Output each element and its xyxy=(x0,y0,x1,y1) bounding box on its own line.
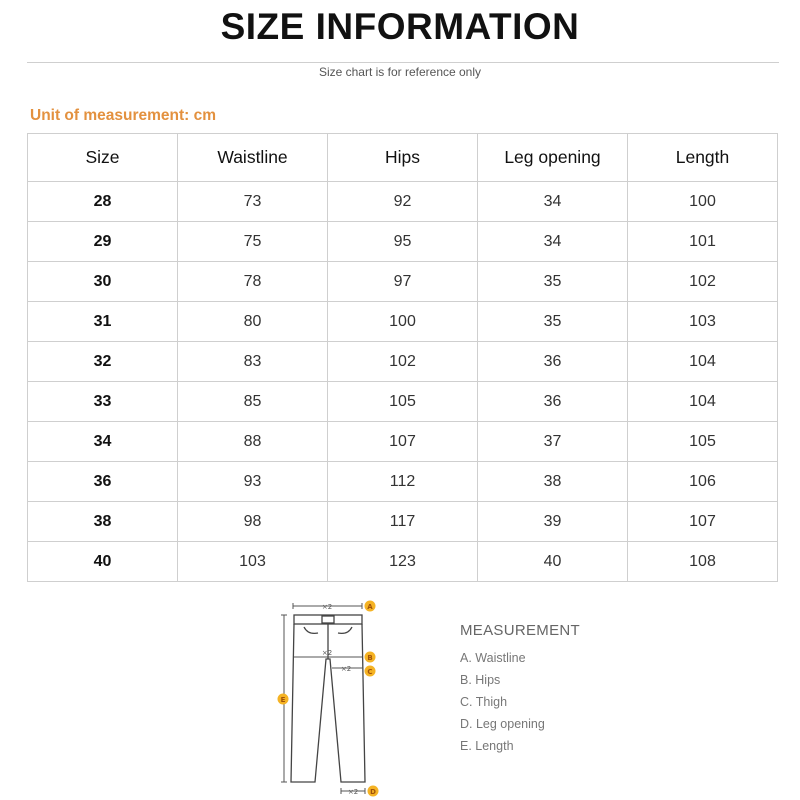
cell-size: 36 xyxy=(28,462,178,502)
marker-e-icon xyxy=(278,694,289,705)
cell-waistline: 98 xyxy=(178,502,328,542)
cell-size: 31 xyxy=(28,302,178,342)
table-row xyxy=(28,382,778,422)
cell-leg-opening: 38 xyxy=(478,462,628,502)
unit-label: Unit of measurement: cm xyxy=(30,107,217,124)
cell-size: 38 xyxy=(28,502,178,542)
cell-leg-opening: 35 xyxy=(478,262,628,302)
page-title: SIZE INFORMATION xyxy=(220,6,580,47)
marker-d-label: D xyxy=(370,788,376,796)
marker-b-label: B xyxy=(367,654,373,662)
cell-leg-opening: 39 xyxy=(478,502,628,542)
cell-leg-opening: 35 xyxy=(478,302,628,342)
cell-length: 102 xyxy=(628,262,778,302)
cell-hips: 123 xyxy=(328,542,478,582)
measurement-item-leg-opening: D. Leg opening xyxy=(460,717,545,731)
cell-hips: 97 xyxy=(328,262,478,302)
trousers-outline-icon xyxy=(291,615,365,782)
cell-size: 33 xyxy=(28,382,178,422)
cell-length: 104 xyxy=(628,342,778,382)
table-row xyxy=(28,462,778,502)
hip-measure-line xyxy=(294,649,362,657)
table-row xyxy=(28,182,778,222)
marker-a-icon xyxy=(365,601,376,612)
cell-waistline: 88 xyxy=(178,422,328,462)
cell-size: 34 xyxy=(28,422,178,462)
table-header-row xyxy=(28,134,778,182)
cell-size: 29 xyxy=(28,222,178,262)
cell-size: 40 xyxy=(28,542,178,582)
cell-size: 28 xyxy=(28,182,178,222)
leg-opening-measure-line xyxy=(341,788,365,796)
table-row xyxy=(28,342,778,382)
cell-waistline: 75 xyxy=(178,222,328,262)
waist-multiplier: ×2 xyxy=(321,603,333,611)
table-row xyxy=(28,422,778,462)
cell-hips: 102 xyxy=(328,342,478,382)
cell-length: 101 xyxy=(628,222,778,262)
table-row xyxy=(28,222,778,262)
cell-waistline: 73 xyxy=(178,182,328,222)
cell-leg-opening: 34 xyxy=(478,222,628,262)
cell-waistline: 83 xyxy=(178,342,328,382)
table-row xyxy=(28,262,778,302)
cell-hips: 117 xyxy=(328,502,478,542)
column-header-hips: Hips xyxy=(328,134,478,182)
trousers-diagram xyxy=(270,595,390,800)
column-header-length: Length xyxy=(628,134,778,182)
cell-size: 30 xyxy=(28,262,178,302)
cell-length: 108 xyxy=(628,542,778,582)
table-row xyxy=(28,542,778,582)
hip-multiplier: ×2 xyxy=(321,649,333,657)
cell-hips: 92 xyxy=(328,182,478,222)
cell-hips: 105 xyxy=(328,382,478,422)
cell-hips: 112 xyxy=(328,462,478,502)
waist-measure-line xyxy=(293,603,362,611)
cell-leg-opening: 36 xyxy=(478,342,628,382)
marker-c-label: C xyxy=(367,668,373,676)
cell-hips: 100 xyxy=(328,302,478,342)
cell-length: 100 xyxy=(628,182,778,222)
column-header-leg-opening: Leg opening xyxy=(478,134,628,182)
measurement-item-waistline: A. Waistline xyxy=(460,651,526,665)
thigh-measure-line xyxy=(332,665,363,673)
marker-e-label: E xyxy=(280,696,286,704)
thigh-multiplier: ×2 xyxy=(340,665,352,673)
marker-d-icon xyxy=(368,786,379,797)
cell-leg-opening: 36 xyxy=(478,382,628,422)
cell-hips: 95 xyxy=(328,222,478,262)
measurement-heading: MEASUREMENT xyxy=(460,622,580,639)
cell-hips: 107 xyxy=(328,422,478,462)
cell-size: 32 xyxy=(28,342,178,382)
marker-a-label: A xyxy=(367,603,373,611)
cell-length: 104 xyxy=(628,382,778,422)
cell-length: 106 xyxy=(628,462,778,502)
cell-leg-opening: 40 xyxy=(478,542,628,582)
table-row xyxy=(28,302,778,342)
leg-opening-multiplier: ×2 xyxy=(347,788,359,796)
column-header-size: Size xyxy=(28,134,178,182)
size-table-body xyxy=(28,182,778,582)
reference-note: Size chart is for reference only xyxy=(318,65,482,79)
cell-waistline: 80 xyxy=(178,302,328,342)
measurement-legend xyxy=(460,622,580,757)
measurement-item-length: E. Length xyxy=(460,739,514,753)
column-header-waistline: Waistline xyxy=(178,134,328,182)
marker-b-icon xyxy=(365,652,376,663)
cell-length: 107 xyxy=(628,502,778,542)
table-row xyxy=(28,502,778,542)
marker-c-icon xyxy=(365,666,376,677)
cell-leg-opening: 37 xyxy=(478,422,628,462)
cell-length: 105 xyxy=(628,422,778,462)
title-divider xyxy=(27,62,779,63)
cell-leg-opening: 34 xyxy=(478,182,628,222)
measurement-item-thigh: C. Thigh xyxy=(460,695,508,709)
measurement-item-hips: B. Hips xyxy=(460,673,501,687)
cell-length: 103 xyxy=(628,302,778,342)
cell-waistline: 93 xyxy=(178,462,328,502)
cell-waistline: 85 xyxy=(178,382,328,422)
cell-waistline: 78 xyxy=(178,262,328,302)
size-table xyxy=(27,133,778,582)
cell-waistline: 103 xyxy=(178,542,328,582)
